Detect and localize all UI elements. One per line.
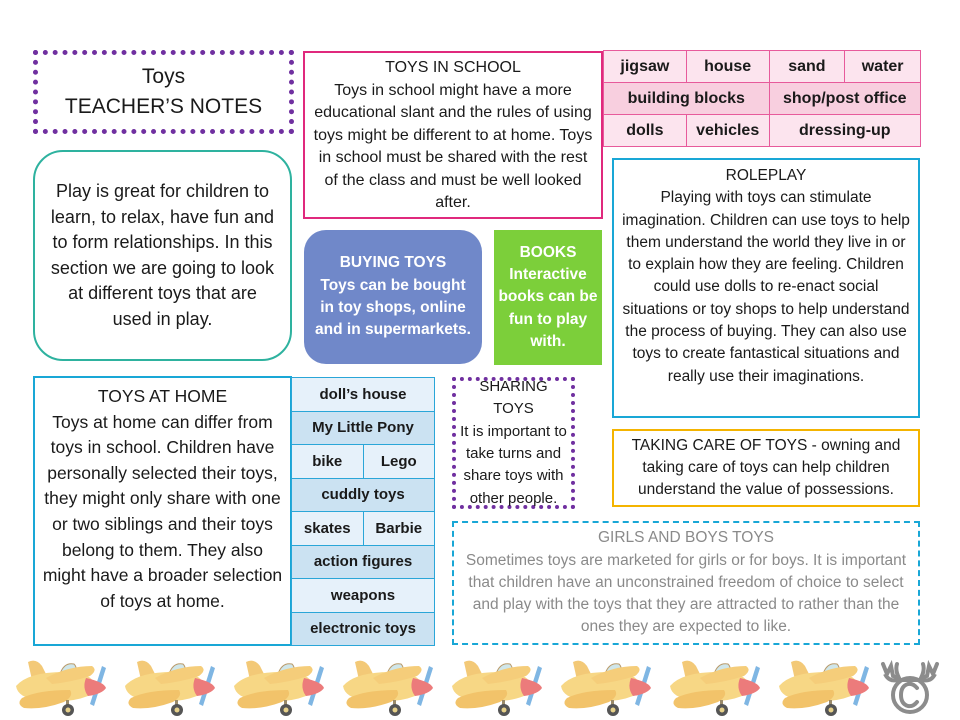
title-line-1: Toys <box>141 65 186 88</box>
sharing-toys-heading: SHARING TOYS <box>479 378 548 418</box>
table-row <box>604 83 921 115</box>
toys-at-home-heading: TOYS AT HOME <box>97 386 228 406</box>
table-cell: cuddly toys <box>292 478 435 512</box>
table-row <box>292 612 435 646</box>
table-cell: Lego <box>363 445 435 479</box>
copyright-moose-logo <box>875 658 945 716</box>
airplane-icon <box>117 656 217 718</box>
airplane-icon <box>226 656 326 718</box>
table-cell: weapons <box>292 579 435 613</box>
table-cell: dolls <box>604 115 687 147</box>
toys-in-school-box <box>303 51 603 219</box>
table-cell: action figures <box>292 545 435 579</box>
table-cell: dressing-up <box>769 115 920 147</box>
airplane-icon <box>444 656 544 718</box>
books-heading: BOOKS <box>519 243 577 261</box>
table-cell: vehicles <box>686 115 769 147</box>
table-cell: house <box>686 51 769 83</box>
table-cell: jigsaw <box>604 51 687 83</box>
table-cell: shop/post office <box>769 83 920 115</box>
airplane-icon <box>771 656 871 718</box>
home-toys-table <box>291 377 435 646</box>
roleplay-box <box>612 158 920 418</box>
taking-care-text: TAKING CARE OF TOYS - owning and taking care of toys can help children understand the value of possessions. <box>631 436 901 499</box>
roleplay-heading: ROLEPLAY <box>725 167 807 184</box>
airplane-icon <box>553 656 653 718</box>
girls-and-boys-body: Sometimes toys are marketed for girls or for boys. It is important that children have an unconstrained freedom of choice to select and play with the toys that they are attracted to rather than the ones they are expected to like. <box>465 551 907 636</box>
intro-box <box>33 150 292 361</box>
table-cell: sand <box>769 51 845 83</box>
intro-text: Play is great for children to learn, to relax, have fun and to form relationships. In this section we are going to look at different toys that are used in play. <box>50 181 275 329</box>
buying-toys-heading: BUYING TOYS <box>339 254 447 272</box>
table-cell: water <box>845 51 921 83</box>
toys-at-home-body: Toys at home can differ from toys in school. Children have personally selected their toys, they might only share with one or two siblings and their toys belong to them. They also might have a broader selection of toys at home. <box>42 411 283 611</box>
girls-and-boys-heading: GIRLS AND BOYS TOYS <box>597 529 775 547</box>
table-cell: electronic toys <box>292 612 435 646</box>
title-box <box>33 50 294 134</box>
airplane-icon <box>8 656 108 718</box>
sharing-toys-box <box>452 377 575 509</box>
table-row <box>292 579 435 613</box>
airplane-icon <box>662 656 762 718</box>
table-cell: Barbie <box>363 512 435 546</box>
toys-at-home-box <box>33 376 292 646</box>
table-cell: doll’s house <box>292 378 435 412</box>
roleplay-body: Playing with toys can stimulate imagination. Children can use toys to help them understand the world they live in or to explain how they are feeling. Children could use dolls to re-enact social situations or toy shops to help understand the process of buying. They can also use toys to create fantastical situations and really use their imaginations. <box>622 189 910 385</box>
table-row <box>292 512 435 546</box>
table-row <box>292 445 435 479</box>
toys-in-school-body: Toys in school might have a more educational slant and the rules of using toys might be different to at home. Toys in school must be shared with the rest of the class and must be well looked after. <box>313 81 593 211</box>
sharing-toys-body: It is important to take turns and share toys with other people. <box>460 422 567 507</box>
table-row <box>292 378 435 412</box>
school-toys-table <box>603 50 921 147</box>
table-row <box>604 115 921 147</box>
table-cell: My Little Pony <box>292 411 435 445</box>
footer-decoration <box>0 652 960 720</box>
table-cell: building blocks <box>604 83 770 115</box>
taking-care-box <box>612 429 920 507</box>
table-row <box>292 545 435 579</box>
table-cell: bike <box>292 445 364 479</box>
table-row <box>604 51 921 83</box>
title-line-2: TEACHER’S NOTES <box>64 95 263 118</box>
table-row <box>292 478 435 512</box>
books-body: Interactive books can be fun to play with. <box>498 266 598 350</box>
buying-toys-box <box>304 230 482 364</box>
table-cell: skates <box>292 512 364 546</box>
books-box <box>494 230 602 365</box>
toys-in-school-heading: TOYS IN SCHOOL <box>385 59 521 76</box>
girls-and-boys-toys-box <box>452 521 920 645</box>
airplane-icon <box>335 656 435 718</box>
buying-toys-body: Toys can be bought in toy shops, online and in supermarkets. <box>315 276 471 339</box>
table-row <box>292 411 435 445</box>
